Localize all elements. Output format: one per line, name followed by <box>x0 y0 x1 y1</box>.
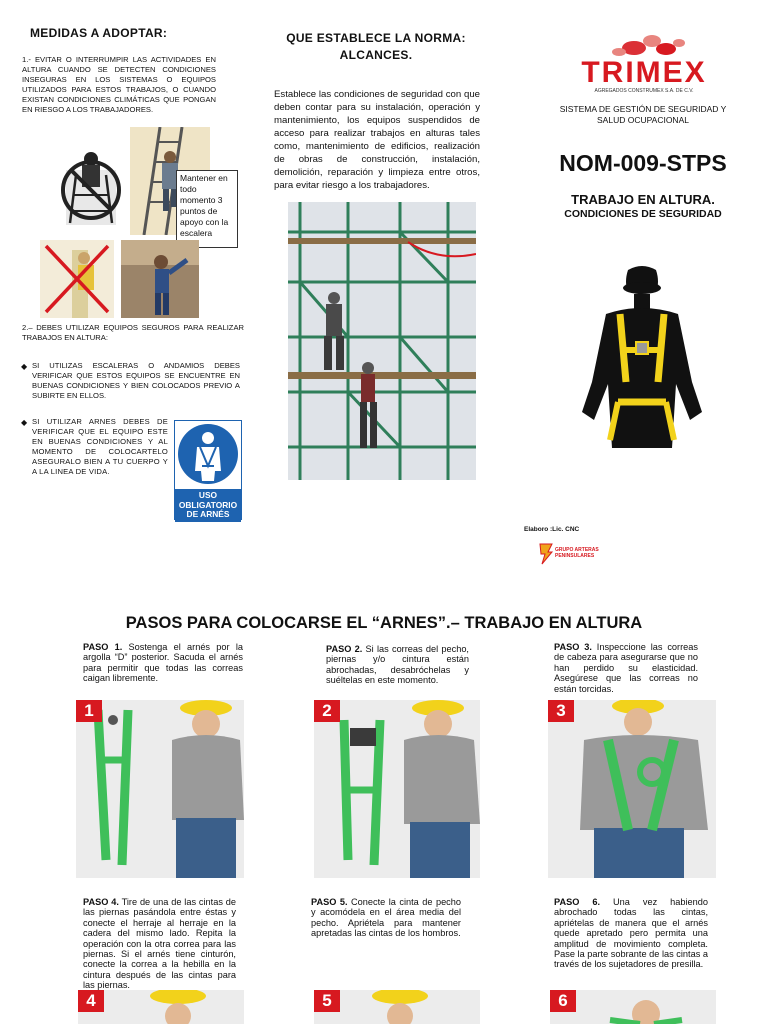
harness-sign-icon <box>175 421 241 487</box>
step-4-text: PASO 4. Tire de una de las cintas de las piernas pasándola entre éstas y conecte el herraje al herraje en la cadera del mismo lado. Repita la operación con la otra correa para las piernas. Si el arnés tiene cinturón, conecte la correa a la hebilla en la cintura después de las cintas para las piernas. <box>83 897 236 991</box>
no-sitting-ladder-image <box>58 145 126 227</box>
step-1-text: PASO 1. Sostenga el arnés por la argolla “D” posterior. Sacuda el arnés para permitir que todas las correas caigan libremente. <box>83 642 243 684</box>
subtitle-height-work: TRABAJO EN ALTURA. <box>571 192 715 207</box>
group-logo-text: GRUPO ARTERAS PENINSULARES <box>555 547 599 559</box>
measure-item-1: 1.- EVITAR O INTERRUMPIR LAS ACTIVIDADES EN ALTURA CUANDO SE DETECTEN CONDICIONES INSEGURAS EN LOS SISTEMAS O EQUIPOS UTILIZADOS PARA ESTOS TRABAJOS, O CUANDO EXISTAN CONDICIONES CLIMÁTICAS QUE PONGAN EN RIESGO A LOS TRABAJADORES. <box>22 55 216 114</box>
measure-bullet-1: SI UTILIZAS ESCALERAS O ANDAMIOS DEBES VERIFICAR QUE ESTOS EQUIPOS SE ENCUENTRE EN BUENAS CONDICIONES Y BIEN COLOCADOS PREVIO A SUBIRTE EN ELLOS. <box>32 361 240 400</box>
group-logo-icon <box>538 542 554 566</box>
step-3-number: 3 <box>548 700 574 722</box>
management-system-label: SISTEMA DE GESTIÓN DE SEGURIDAD Y SALUD OCUPACIONAL <box>559 104 727 125</box>
measure-item-2: 2.– DEBES UTILIZAR EQUIPOS SEGUROS PARA REALIZAR TRABAJOS EN ALTURA: <box>22 323 244 342</box>
step-5-number: 5 <box>314 990 340 1012</box>
step-4-photo <box>78 990 244 1024</box>
subtitle-safety-conditions: CONDICIONES DE SEGURIDAD <box>564 208 722 220</box>
scaffold-workers-image <box>288 202 476 480</box>
norm-scope-title: QUE ESTABLECE LA NORMA: ALCANCES. <box>286 31 466 62</box>
harness-silhouette-image <box>568 262 716 452</box>
step-2-number: 2 <box>314 700 340 722</box>
step-6-text: PASO 6. Una vez habiendo abrochado todas las cintas, apriételas de manera que el arnés quede apretado pero permita una amplitud de movimiento completa. Pase la parte sobrante de las cintas a través de los sujetadores de presilla. <box>554 897 708 970</box>
step-3-text: PASO 3. Inspeccione las correas de cabeza para asegurarse que no han perdido su elasticidad. Asegúrese que las correas no están torcidas. <box>554 642 698 694</box>
measures-title: MEDIDAS A ADOPTAR: <box>30 26 168 40</box>
step-2-text: PASO 2. Si las correas del pecho, piernas y/o cintura están abrochadas, desabróchelas y suéltelas en este momento. <box>326 644 469 686</box>
logo-wordmark: TRIMEX <box>581 56 707 89</box>
step-5-text: PASO 5. Conecte la cinta de pecho y acomódela en el área media del pecho. Apriételа para mantener apretadas las cintas de los hombros. <box>311 897 461 939</box>
step-6-number: 6 <box>550 990 576 1012</box>
harness-sign-label: USO OBLIGATORIO DE ARNÉS <box>175 489 241 522</box>
group-logo <box>538 542 598 570</box>
measure-bullet-2: SI UTILIZAR ARNES DEBES DE VERIFICAR QUE EL EQUIPO ESTE EN BUENAS CONDICIONES Y AL MOMENTO DE COLOCARTELO ASEGURALO BIEN A TU CUERPO Y A LA LINEA DE VIDA. <box>32 417 168 476</box>
step-1-photo <box>76 700 244 878</box>
three-points-callout: Mantener en todo momento 3 puntos de apoyo con la escalera <box>176 170 238 248</box>
step-3-photo <box>548 700 716 878</box>
norm-code: NOM-009-STPS <box>559 150 727 176</box>
wrong-ladder-image <box>40 240 114 318</box>
bullet-1-icon: ◆ <box>21 362 28 371</box>
step-1-number: 1 <box>76 700 102 722</box>
author-credit: Elaboro :Lic. CNC <box>524 526 580 533</box>
worker-height-image <box>121 240 199 318</box>
norm-scope-text: Establece las condiciones de seguridad con que deben contar para su instalación, operación y mantenimiento, los equipos suspendidos de acceso para realizar trabajos en alturas tales como, mantenimiento de edificios, realización de obras de construcción, instalación, demolición, reparación y limpieza entre otros, para evitar riesgo a los trabajadores. <box>274 89 480 191</box>
step-4-number: 4 <box>78 990 104 1012</box>
step-2-photo <box>314 700 480 878</box>
step-5-photo <box>314 990 480 1024</box>
trimex-logo <box>564 30 724 98</box>
harness-mandatory-sign <box>174 420 242 520</box>
bullet-2-icon: ◆ <box>21 418 28 427</box>
logo-subtitle: AGREGADOS CONSTRUMEX S.A. DE C.V. <box>594 88 694 94</box>
steps-title: PASOS PARA COLOCARSE EL “ARNES”.– TRABAJO EN ALTURA <box>125 614 643 632</box>
step-6-photo <box>550 990 716 1024</box>
